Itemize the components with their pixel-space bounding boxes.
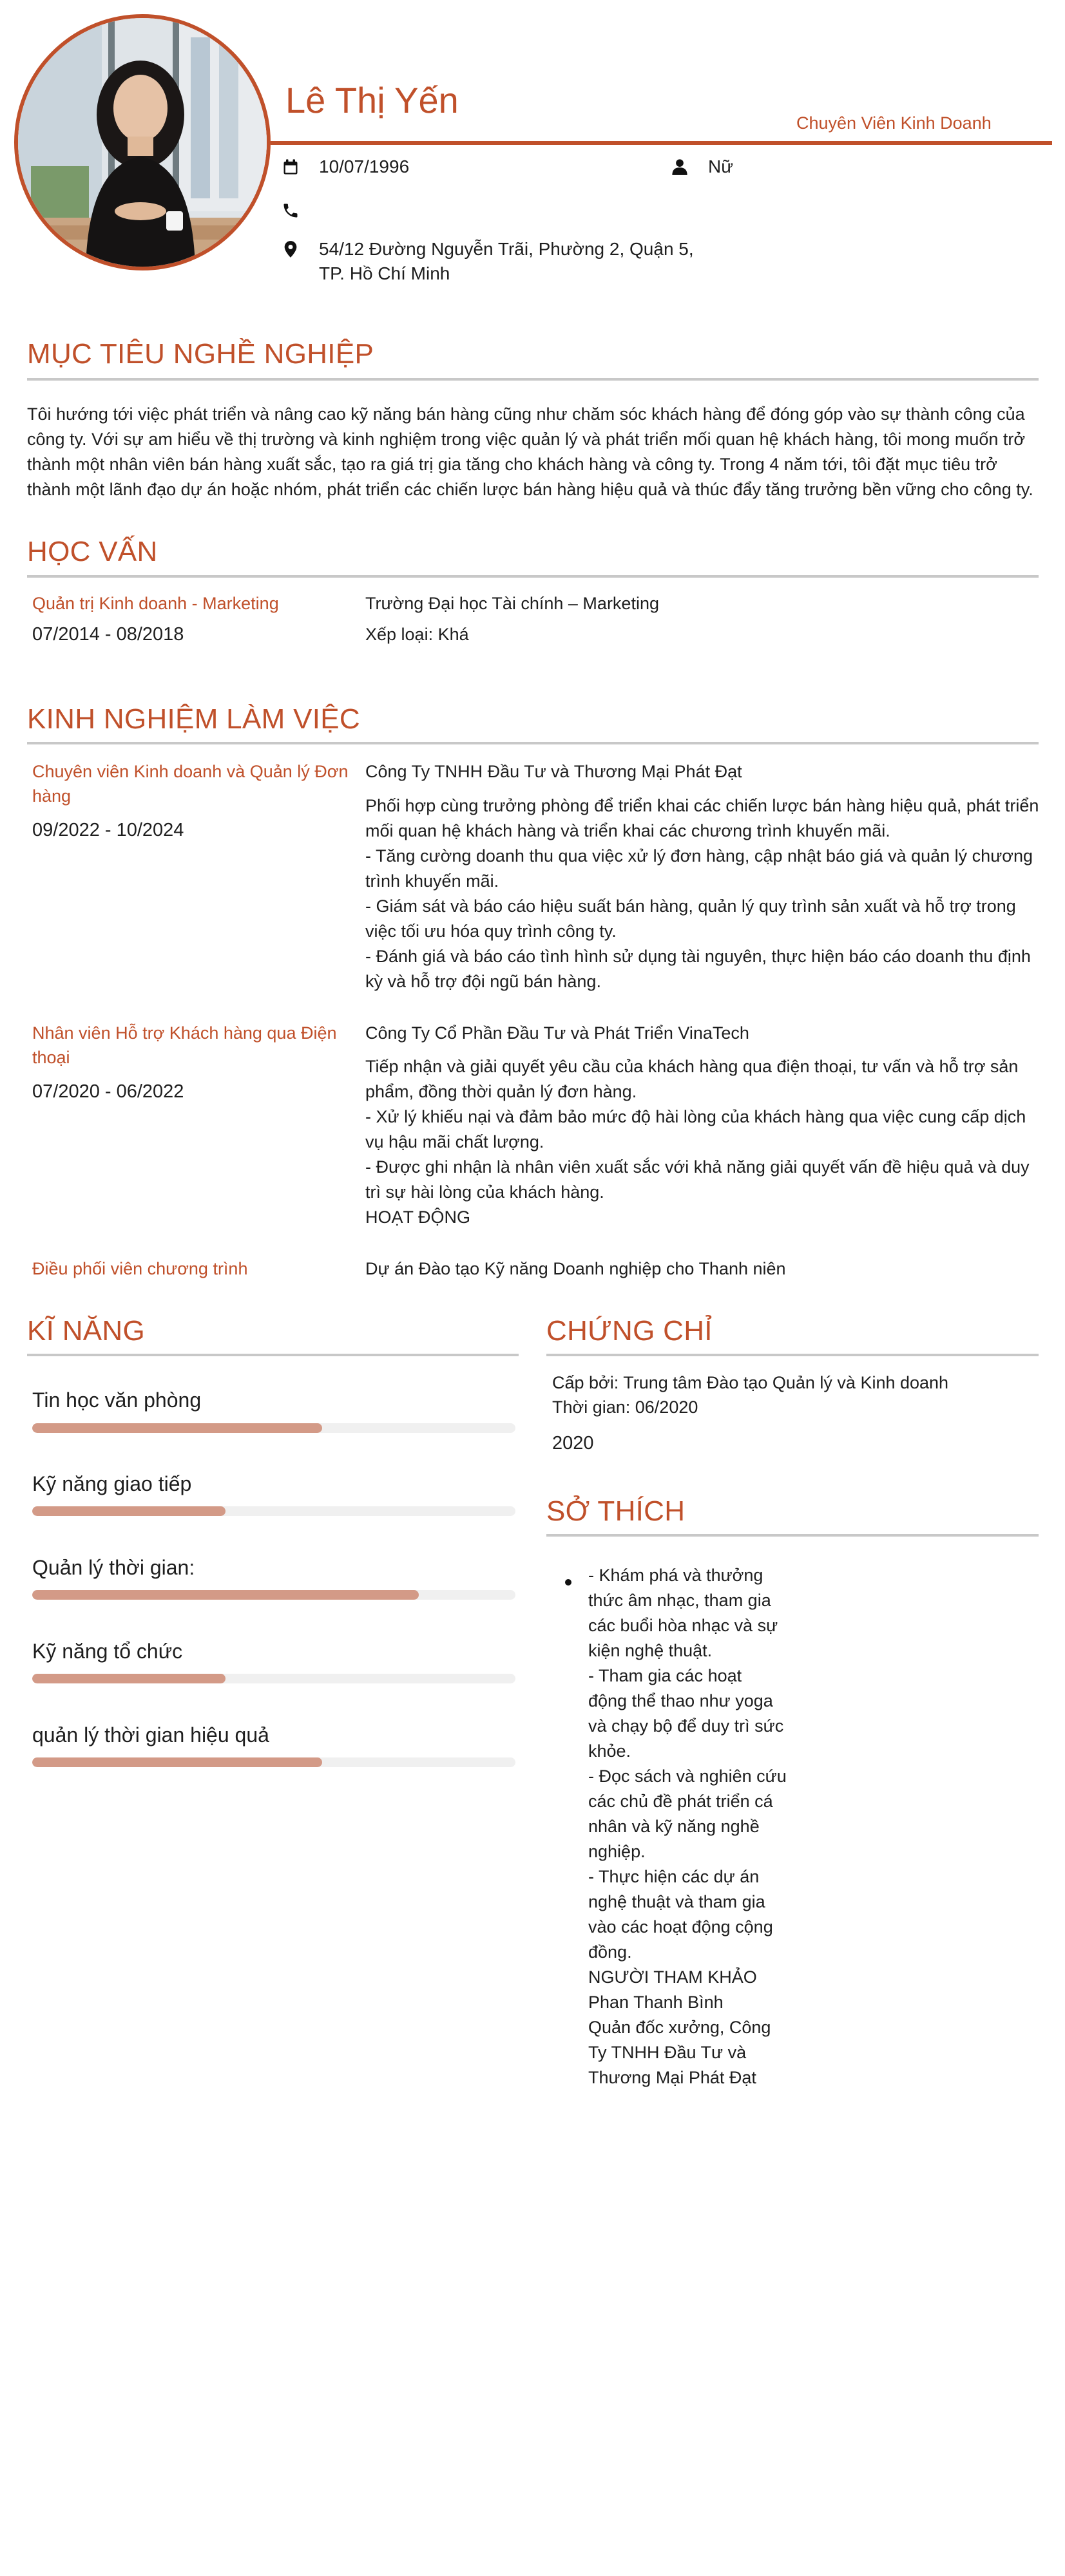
experience-heading: KINH NGHIỆM LÀM VIỆC xyxy=(27,703,360,735)
education-heading: HỌC VẤN xyxy=(27,536,158,567)
job-role-line: Chuyên viên Kinh doanh và Quản lý Đơn xyxy=(32,762,349,781)
certificates-heading: CHỨNG CHỈ xyxy=(546,1315,713,1347)
skills-divider xyxy=(27,1354,519,1356)
phone-row xyxy=(282,198,319,220)
hobbies-heading: SỞ THÍCH xyxy=(546,1495,686,1527)
skill-bar xyxy=(32,1590,515,1600)
job-details: Phối hợp cùng trưởng phòng để triển khai các chiến lược bán hàng hiệu quả, phát triển mối quan hệ khách hàng và triển khai các chương trình khuyến mãi. - Tăng cường doanh thu qua việc xử lý đơn hàng, cập nhật báo giá và quản lý chương trình khuyến mãi. - Giám sát và báo cáo hiệu suất bán hàng, quản lý quy trình sản xuất và hỗ trợ trong việc tối ưu hóa quy trình công ty. - Đánh giá và báo cáo tình hình sử dụng tài nguyên, thực hiện báo cáo doanh thu định kỳ và hỗ trợ đội ngũ bán hàng. xyxy=(365,796,1039,991)
job-role xyxy=(32,759,354,808)
education-period: 07/2014 - 08/2018 xyxy=(32,624,184,645)
skill-name: Kỹ năng tổ chức xyxy=(32,1640,183,1663)
skill-bar xyxy=(32,1506,515,1516)
job-period: 07/2020 - 06/2022 xyxy=(32,1081,184,1102)
job-title: Chuyên Viên Kinh Doanh xyxy=(796,113,992,133)
calendar-icon xyxy=(282,158,300,176)
gender-row xyxy=(671,155,733,179)
address-row xyxy=(282,237,694,286)
objective-line: thành một lãnh đạo dự án hoặc nhóm, phát triển các chiến lược bán hàng hiệu quả và thúc đẩy tăng trưởng bền vững cho công ty. xyxy=(27,480,1033,499)
skill-bar xyxy=(32,1674,515,1683)
education-school: Trường Đại học Tài chính – Marketing xyxy=(365,594,659,613)
objective-heading: MỤC TIÊU NGHỀ NGHIỆP xyxy=(27,338,374,370)
education-grade: Xếp loại: Khá xyxy=(365,625,469,644)
location-pin-icon xyxy=(282,240,300,258)
bullet-icon xyxy=(565,1579,571,1586)
certificates-divider xyxy=(546,1354,1039,1356)
objective-line: công ty. Với sự am hiểu về thị trường và kinh nghiệm trong việc quản lý và phát triển mối quan hệ khách hàng, tôi mong muốn trở xyxy=(27,430,1026,449)
skill-bar xyxy=(32,1423,515,1433)
job-role-line: thoại xyxy=(32,1048,70,1067)
skill-bar-fill xyxy=(32,1590,419,1600)
job-role-line: hàng xyxy=(32,786,72,806)
certificate-year: 2020 xyxy=(552,1433,594,1454)
skill-bar-fill xyxy=(32,1674,225,1683)
profile-photo-image xyxy=(18,18,267,267)
person-icon xyxy=(671,158,689,176)
header-divider xyxy=(271,141,1052,145)
address-line-1: 54/12 Đường Nguyễn Trãi, Phường 2, Quận 5, xyxy=(319,239,694,259)
birthdate: 10/07/1996 xyxy=(319,156,410,176)
job-company: Công Ty Cổ Phần Đầu Tư và Phát Triển VinaTech xyxy=(365,1023,749,1043)
certificate-details: Cấp bởi: Trung tâm Đào tạo Quản lý và Kinh doanh Thời gian: 06/2020 xyxy=(552,1373,949,1417)
hobbies-divider xyxy=(546,1534,1039,1537)
skills-heading: KĨ NĂNG xyxy=(27,1315,146,1347)
objective-line: Tôi hướng tới việc phát triển và nâng cao kỹ năng bán hàng cũng như chăm sóc khách hàng để đóng góp vào sự thành công của xyxy=(27,404,1025,424)
objective-line: thành một nhân viên bán hàng xuất sắc, tạo ra giá trị gia tăng cho khách hàng và công ty. Trong 4 năm tới, tôi đặt mục tiêu trở xyxy=(27,455,997,474)
skill-name: Tin học văn phòng xyxy=(32,1388,202,1412)
candidate-name: Lê Thị Yến xyxy=(285,80,459,120)
job-role xyxy=(32,1021,354,1070)
job-company: Công Ty TNHH Đầu Tư và Thương Mại Phát Đạt xyxy=(365,762,742,781)
birthdate-row xyxy=(282,155,409,179)
profile-photo xyxy=(14,14,271,270)
job-period: 09/2022 - 10/2024 xyxy=(32,820,184,840)
address-line-2: TP. Hồ Chí Minh xyxy=(319,263,450,283)
skill-name: Kỹ năng giao tiếp xyxy=(32,1472,192,1495)
job-role xyxy=(32,1256,354,1281)
skill-bar-fill xyxy=(32,1757,322,1767)
job-details: Tiếp nhận và giải quyết yêu cầu của khách hàng qua điện thoại, tư vấn và hỗ trợ sản phẩm, đồng thời quản lý đơn hàng. - Xử lý khiếu nại và đảm bảo mức độ hài lòng của khách hàng qua việc cung cấp dịch vụ hậu mãi chất lượng. - Được ghi nhận là nhân viên xuất sắc với khả năng giải quyết vấn đề hiệu quả và duy trì sự hài lòng của khách hàng. HOẠT ĐỘNG xyxy=(365,1057,1030,1227)
job-role-line: Nhân viên Hỗ trợ Khách hàng qua Điện xyxy=(32,1023,337,1043)
phone-icon xyxy=(282,202,300,220)
skill-bar-fill xyxy=(32,1506,225,1516)
skill-bar-fill xyxy=(32,1423,322,1433)
objective-text xyxy=(27,402,1051,502)
experience-divider xyxy=(27,742,1039,744)
skill-bar xyxy=(32,1757,515,1767)
education-major: Quản trị Kinh doanh - Marketing xyxy=(32,594,279,613)
skill-name: quản lý thời gian hiệu quả xyxy=(32,1723,269,1747)
objective-divider xyxy=(27,378,1039,381)
hobbies-text: - Khám phá và thưởng thức âm nhạc, tham gia các buổi hòa nhạc và sự kiện nghệ thuật. - Tham gia các hoạt động thể thao như yoga và chạy bộ để duy trì sức khỏe. - Đọc sách và nghiên cứu các chủ đề phát triển cá nhân và kỹ năng nghề nghiệp. - Thực hiện các dự án nghệ thuật và tham gia vào các hoạt động cộng đồng. NGƯỜI THAM KHẢO Phan Thanh Bình Quản đốc xưởng, Công Ty TNHH Đầu Tư và Thương Mại Phát Đạt xyxy=(588,1566,787,2087)
gender: Nữ xyxy=(708,156,733,176)
job-company: Dự án Đào tạo Kỹ năng Doanh nghiệp cho Thanh niên xyxy=(365,1259,786,1278)
education-divider xyxy=(27,575,1039,578)
skill-name: Quản lý thời gian: xyxy=(32,1556,195,1579)
job-role-line: Điều phối viên chương trình xyxy=(32,1259,248,1278)
